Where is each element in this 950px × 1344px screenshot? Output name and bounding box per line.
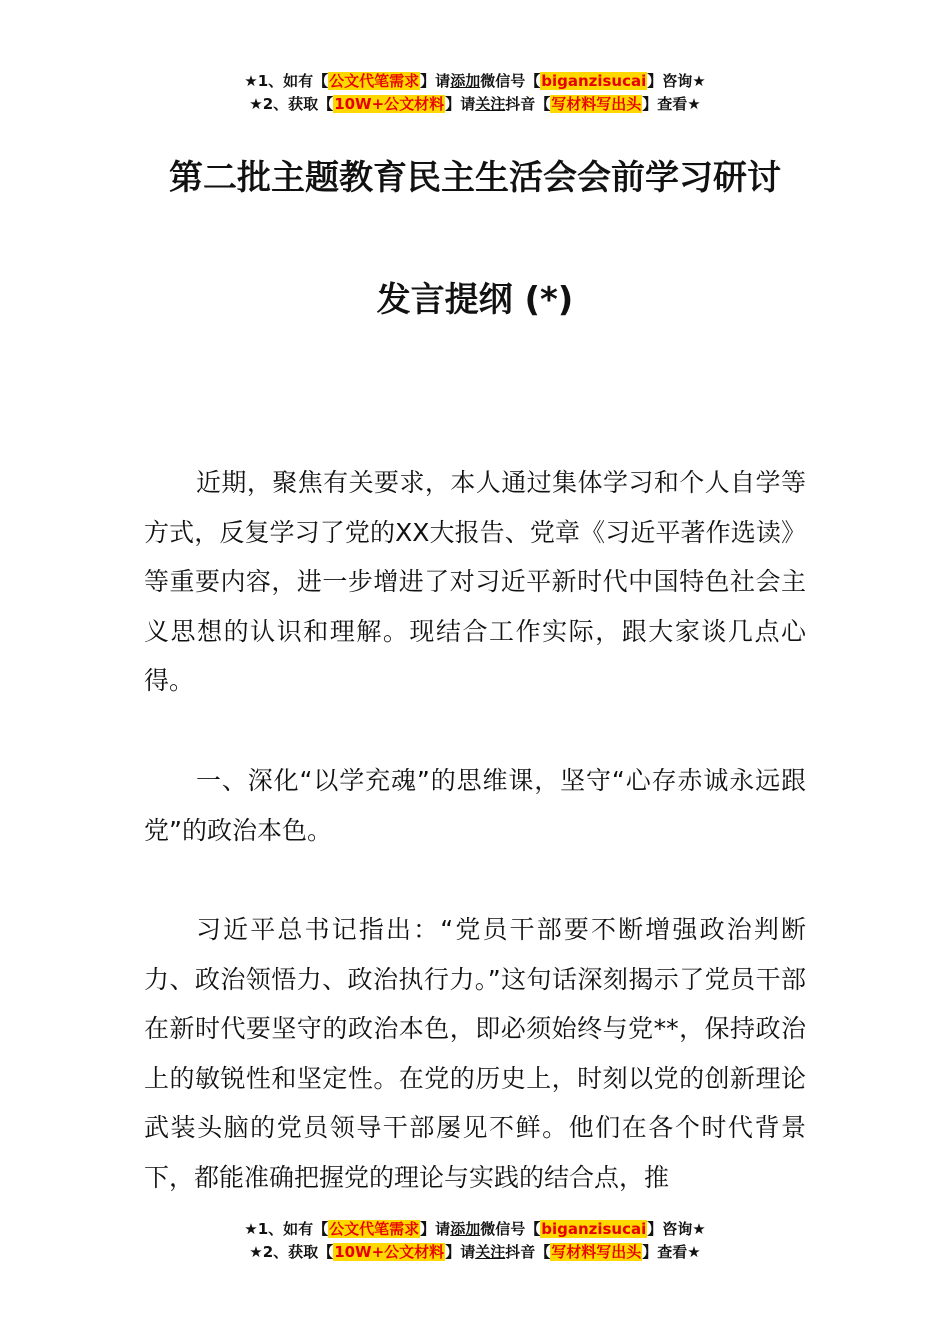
banner-highlight: 写材料写出头 <box>551 1243 642 1261</box>
banner-text: ★2、获取【 <box>249 1243 334 1261</box>
banner-text: ★1、如有【 <box>244 1220 329 1238</box>
header-banner-line-2 <box>0 93 950 116</box>
banner-highlight: 10W+公文材料 <box>334 1243 445 1261</box>
banner-highlight: 公文代笔需求 <box>329 1220 420 1238</box>
header-banner-line-1 <box>0 70 950 93</box>
banner-text: 】咨询★ <box>647 72 706 90</box>
banner-text: 抖音【 <box>505 1243 551 1261</box>
banner-text: 】咨询★ <box>647 1220 706 1238</box>
banner-text: 微信号【 <box>480 1220 541 1238</box>
banner-highlight: biganzisucai <box>541 72 647 90</box>
banner-text: 】请 <box>420 72 451 90</box>
banner-text: 】请 <box>420 1220 451 1238</box>
banner-text: 微信号【 <box>480 72 541 90</box>
footer-banner <box>0 1218 950 1264</box>
document-title-line-2: 发言提纲 (*) <box>376 280 574 320</box>
banner-text: ★2、获取【 <box>249 95 334 113</box>
paragraph-intro: 近期，聚焦有关要求，本人通过集体学习和个人自学等方式，反复学习了党的XX大报告、党章《习近平著作选读》等重要内容，进一步增进了对习近平新时代中国特色社会主义思想的认识和理解。现结合工作实际，跟大家谈几点心得。 <box>144 468 806 695</box>
paragraph-section-1: 习近平总书记指出：“党员干部要不断增强政治判断力、政治领悟力、政治执行力。”这句话深刻揭示了党员干部在新时代要坚守的政治本色，即必须始终与党**，保持政治上的敏锐性和坚定性。在党的历史上，时刻以党的创新理论武装头脑的党员领导干部屡见不鲜。他们在各个时代背景下，都能准确把握党的理论与实践的结合点，推 <box>144 915 806 1192</box>
banner-highlight: 写材料写出头 <box>551 95 642 113</box>
banner-underlined-text: 关注 <box>475 1243 506 1261</box>
document-title-line-1: 第二批主题教育民主生活会会前学习研讨 <box>169 158 781 198</box>
footer-banner-line-2 <box>0 1241 950 1264</box>
banner-text: ★1、如有【 <box>244 72 329 90</box>
banner-text: 】查看★ <box>642 1243 701 1261</box>
banner-highlight: 10W+公文材料 <box>334 95 445 113</box>
header-banner <box>0 70 950 116</box>
banner-text: 】请 <box>445 95 476 113</box>
banner-underlined-text: 关注 <box>475 95 506 113</box>
banner-text: 抖音【 <box>505 95 551 113</box>
section-heading-1: 一、深化“以学充魂”的思维课，坚守“心存赤诚永远跟党”的政治本色。 <box>144 766 806 845</box>
banner-highlight: biganzisucai <box>541 1220 647 1238</box>
banner-text: 】请 <box>445 1243 476 1261</box>
footer-banner-line-1 <box>0 1218 950 1241</box>
banner-text: 】查看★ <box>642 95 701 113</box>
banner-highlight: 公文代笔需求 <box>329 72 420 90</box>
banner-underlined-text: 添加 <box>450 1220 481 1238</box>
banner-underlined-text: 添加 <box>450 72 481 90</box>
